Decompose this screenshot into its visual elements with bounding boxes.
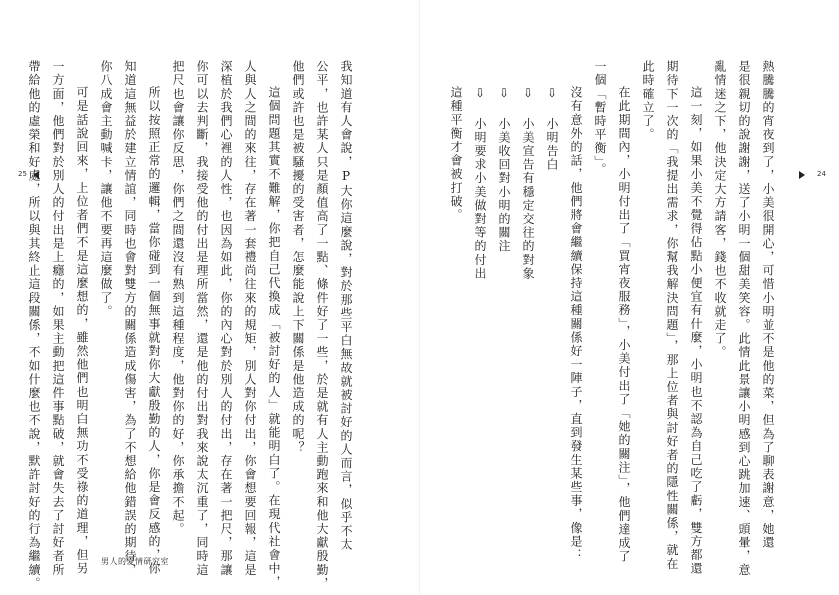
text-column: 知道這無益於建立情誼，同時也會對雙方的關係造成傷害，為了不想給他錯誤的期待， (123, 60, 137, 577)
text-column: 期待下一次的「我提出需求，你幫我解決問題」，那上位者與討好者的隱性關係，就在 (665, 60, 679, 571)
text-column: 他們或許也是被騷擾的受害者，怎麼能說上下關係是他造成的呢？ (291, 60, 305, 455)
text-column: 帶給他的虛榮和好處，所以與其終止這段關係，不如什麼也不說，默許討好的行為繼續。 (27, 60, 41, 591)
text-column: 沒有意外的話，他們將會繼續保持這種關係好一陣子，直到發生某些事，像是： (569, 86, 583, 562)
text-column: 在此期間內，小明付出了「買宵夜服務」，小美付出了「她的關注」，他們達成了 (617, 86, 631, 564)
page-marker-icon (799, 171, 805, 179)
text-column: 你八成會主動喊卡，讓他不要再這麼做了。 (99, 60, 113, 319)
right-page (420, 0, 839, 595)
text-column: 此時確立了。 (641, 60, 655, 142)
text-column: 這種平衡才會被打破。 (449, 86, 463, 222)
text-column: 所以按照正常的邏輯，當你碰到一個無事就對你大獻殷勤的人，你是會反感的，你 (147, 86, 161, 576)
text-column: 亂情迷之下，他決定大方請客，錢也不收就走了。 (713, 60, 727, 360)
list-item: ⇩ 小明告白 (545, 86, 559, 172)
page-marker-icon (33, 171, 39, 179)
list-item: ⇩ 小美收回對小明的關注 (497, 86, 511, 254)
text-column: 一個「暫時平衡」。 (593, 60, 607, 177)
page-number: 25 (18, 170, 27, 178)
text-column: 人與人之間的來往，存在著一套禮尚往來的規矩，別人對你付出，你會想要回報，這是 (243, 60, 257, 577)
text-column: 這一刻，如果小美不覺得佔點小便宜有什麼，小明也不認為自己吃了虧，雙方都還 (689, 86, 703, 576)
left-page (0, 0, 419, 595)
text-column: 公平，也許某人只是顏值高了一點、條件好了一些，於是就有人主動跑來和他大獻殷勤， (315, 60, 329, 591)
text-column: 這個問題其實不難解，你把自己代換成「被討好的人」就能明白了。在現代社會中， (267, 86, 281, 590)
list-item: ⇩ 小美宣告有穩定交往的對象 (521, 86, 535, 281)
text-column: 深植於我們心裡的人性，也因為如此，你的內心對於別人的付出，存在著一把尺，那讓 (219, 60, 233, 577)
text-column: 我知道有人會說，P大你這麼說，對於那些平白無故就被討好的人而言，似乎不太 (339, 60, 353, 552)
text-column: 可是話說回來，上位者們不是這麼想的，雖然他們也明白無功不受祿的道理，但另 (75, 86, 89, 576)
text-column: 熱騰騰的宵夜到了，小美很開心，可惜小明並不是他的菜，但為了聊表謝意，她還 (761, 60, 775, 550)
running-footer: 男人的愛情研究室 (101, 557, 169, 566)
text-column: 一方面，他們對於別人的付出是上癮的，如果主動把這件事點破，就會失去了討好者所 (51, 60, 65, 577)
list-item: ⇩ 小明要求小美做對等的付出 (473, 86, 487, 281)
text-column: 是很親切的說謝謝，送了小明一個甜美笑容。此情此景讓小明感到心跳加速、頭暈，意 (737, 60, 751, 577)
page-number: 24 (817, 170, 826, 178)
text-column: 你可以去判斷，我接受他的付出是理所當然，還是他的付出對我來說太沉重了，同時這 (195, 60, 209, 577)
text-column: 把尺也會讓你反思，你們之間還沒有熟到這種程度，他對你的好，你承擔不起。 (171, 60, 185, 536)
